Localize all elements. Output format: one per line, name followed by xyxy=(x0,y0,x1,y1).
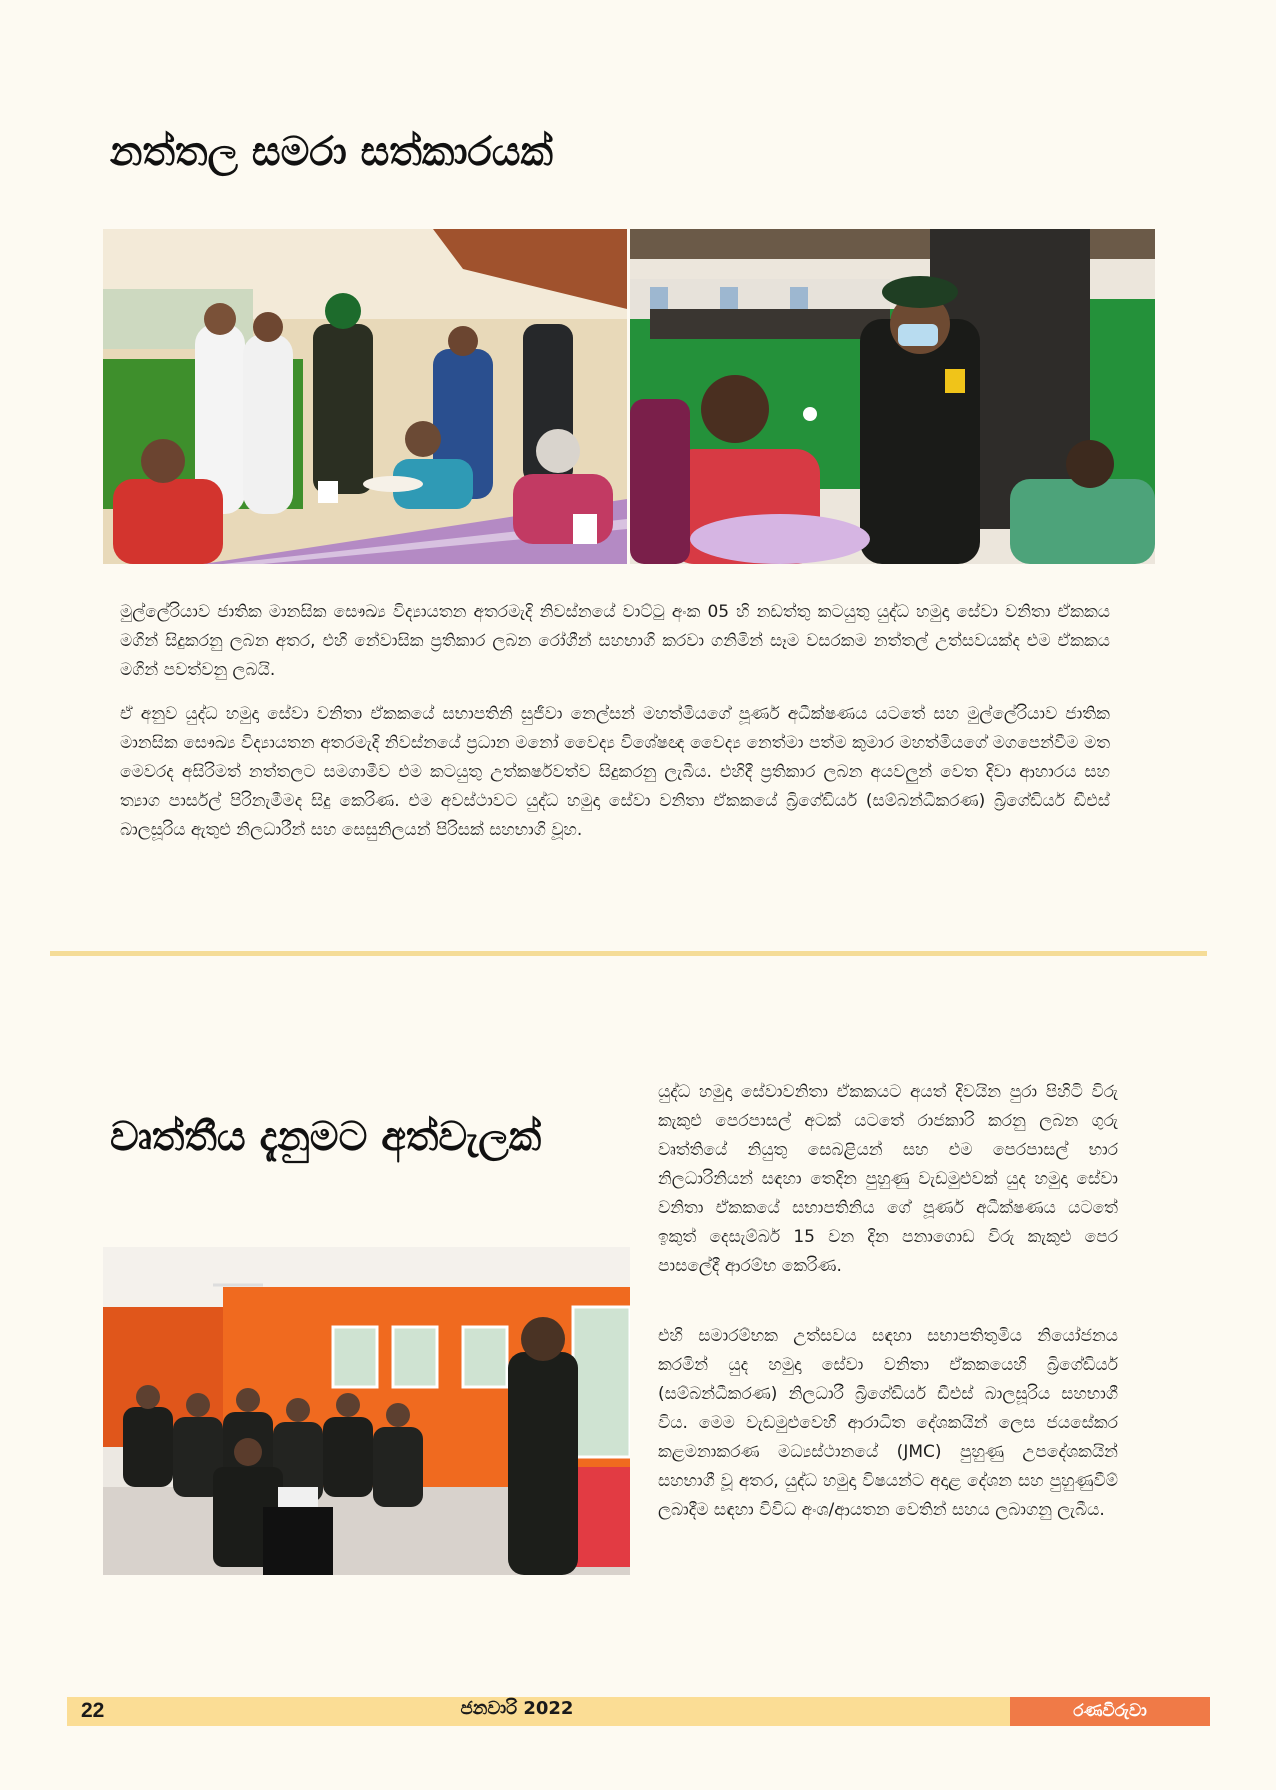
magazine-brand: රණවිරුවා xyxy=(1073,1701,1147,1721)
page-footer xyxy=(67,1697,1210,1726)
article1-paragraph-1: මුල්ලේරියාව ජාතික මානසික සෞඛ්‍ය විද්‍යායතන අතරමැදි නිවස්නයේ වාට්ටු අංක 05 හි නඩත්තු කටයුතු යුද්ධ හමුදා සේවා වනිතා ඒකකය මගින් සිදුකරනු ලබන අතර, එහි නේවාසික ප්‍රතිකාර ලබන රෝගීන් සහභාගි කරවා ගනිමින් සෑම වසරකම නත්තල් උත්සවයක්ද එම ඒකකය මගින් පවත්වනු ලබයි. xyxy=(120,602,1110,680)
soldier-feeding-patient-photo xyxy=(630,229,1155,564)
section-divider xyxy=(50,951,1207,956)
brand-box xyxy=(1010,1697,1210,1726)
page-number: 22 xyxy=(81,1699,105,1722)
article1-paragraph-2: ඒ අනුව යුද්ධ හමුදා සේවා වනිතා ඒකකයේ සභාපතිනි සුජීවා නෙල්සන් මහත්මියගේ පූර්ණ අධීක්ෂණය යටතේ සහ මුල්ලේරියාව ජාතික මානසික සෞඛ්‍ය විද්‍යායතන අතරමැදි නිවස්නයේ ප්‍රධාන මනෝ වෛද්‍ය විශේෂඥ වෛද්‍ය නෙත්මා පත්ම කුමාර මහත්මියගේ මගපෙන්වීම මත මෙවරද අසිරිමත් නත්තලට සමගාමීව එම කටයුතු උත්කර්ෂවත්ව සිදුකරනු ලැබීය. එහිදී ප්‍රතිකාර ලබන අයවලුන් වෙත දිවා ආහාරය සහ ත්‍යාග පාර්සල් පිරිනැමීමද සිදු කෙරිණ. එම අවස්ථාවට යුද්ධ හමුදා සේවා වනිතා ඒකකයේ බ්‍රිගේඩියර් (සම්බන්ධීකරණ) බ්‍රිගේඩියර් ඩීඑස් බාලසූරිය ඇතුළු නිලධාරීන් සහ සෙසුනිලයන් පිරිසක් සහභාගි වූහ. xyxy=(120,704,1110,840)
article2-paragraph-1: යුද්ධ හමුදා සේවාවනිතා ඒකකයට අයත් දිවයින පුරා පිහිටි විරු කැකුළු පෙරපාසල් අටක් යටතේ රාජකාරි කරනු ලබන ගුරු වෘත්තියේ නියුතු සෙබළියන් සහ එම පෙරපාසල් භාර නිලධාරිනියන් සඳහා තෙදින පුහුණු වැඩමුළුවක් යුද හමුදා සේවා වනිතා ඒකකයේ සභාපතිනිය ගේ පූර්ණ අධීක්ෂණය යටතේ ඉකුත් දෙසැම්බර් 15 වන දින පනාගොඩ විරු කැකුළු පෙර පාසලේදී ආරම්භ කෙරිණ. xyxy=(658,1082,1118,1276)
issue-date: ජනවාරි 2022 xyxy=(460,1698,574,1719)
nurses-elderly-patients-photo xyxy=(103,229,627,564)
workshop-lecture-photo xyxy=(103,1247,630,1575)
article1-title: නත්තල සමරා සත්කාරයක් xyxy=(110,129,553,175)
article2-title: වෘත්තීය දැනුමට අත්වැලක් xyxy=(110,1114,542,1160)
article2-paragraph-2: එහි සමාරම්භක උත්සවය සඳහා සභාපතිතුමිය නියෝජනය කරමින් යුද හමුදා සේවා වනිතා ඒකකයෙහි බ්‍රිගේඩියර් (සම්බන්ධීකරණ) නිලධාරී බ්‍රිගේඩියර් ඩීඑස් බාලසූරිය සහභාගී විය. මෙම වැඩමුළුවෙහි ආරාධිත දේශකයින් ලෙස ජයසේකර කළමනාකරණ මධ්‍යස්ථානයේ (JMC) පුහුණු උපදේශකයින් සහභාගී වූ අතර, යුද්ධ හමුදා විෂයන්ට අදාළ දේශන සහ පුහුණුවීම් ලබාදීම සඳහා විවිධ අංශ/ආයතන වෙතින් සහය ලබාගනු ලැබීය. xyxy=(658,1326,1118,1520)
